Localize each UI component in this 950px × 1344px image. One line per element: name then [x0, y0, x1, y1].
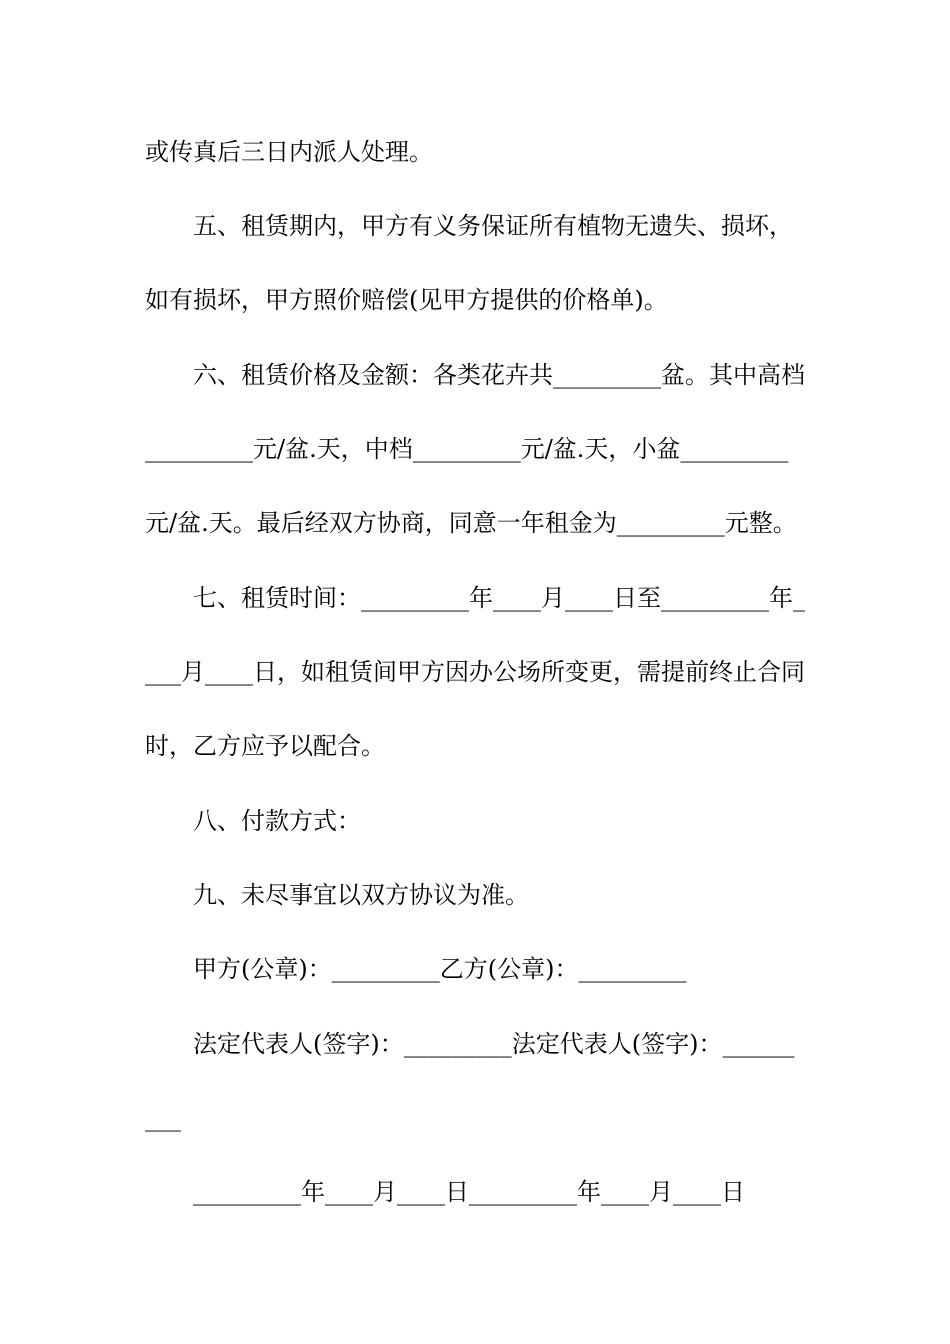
clause-6-line-1: 六、租赁价格及金额：各类花卉共_________盆。其中高档 — [193, 361, 805, 389]
legal-representative-line-wrap: ___ — [145, 1104, 181, 1132]
clause-7-line-1: 七、租赁时间：_________年____月____日至_________年_ — [193, 584, 805, 612]
clause-6-line-2: _________元/盆.天，中档_________元/盆.天，小盆_________ — [145, 435, 789, 463]
clause-9: 九、未尽事宜以双方协议为准。 — [193, 881, 529, 909]
clause-7-line-2: ___月____日，如租赁间甲方因办公场所变更，需提前终止合同 — [145, 658, 805, 686]
legal-representative-line: 法定代表人(签字)：_________法定代表人(签字)：______ — [193, 1030, 795, 1058]
clause-5-line-2: 如有损坏，甲方照价赔偿(见甲方提供的价格单)。 — [145, 286, 668, 314]
clause-7-line-3: 时，乙方应予以配合。 — [145, 732, 385, 760]
signature-date-line: _________年____月____日_________年____月____日 — [193, 1178, 745, 1206]
paragraph-continuation: 或传真后三日内派人处理。 — [145, 138, 433, 166]
party-seal-line: 甲方(公章)：_________乙方(公章)：_________ — [193, 955, 687, 983]
clause-8: 八、付款方式： — [193, 807, 361, 835]
clause-6-line-3: 元/盆.天。最后经双方协商，同意一年租金为_________元整。 — [145, 509, 797, 537]
clause-5-line-1: 五、租赁期内，甲方有义务保证所有植物无遗失、损坏， — [193, 212, 793, 240]
